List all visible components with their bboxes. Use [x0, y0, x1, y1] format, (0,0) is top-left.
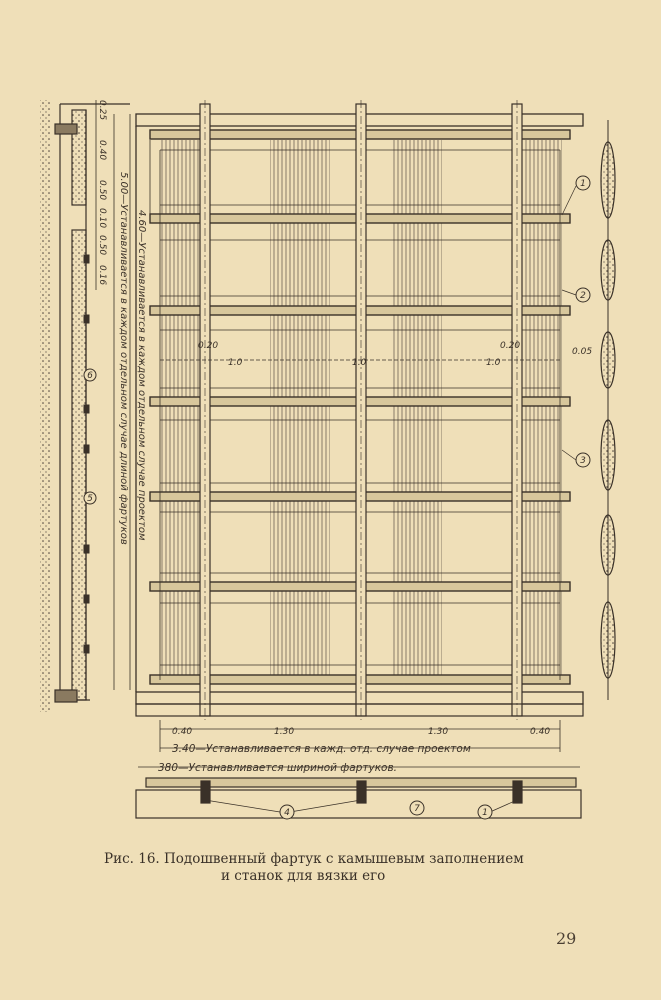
- callout-4: 4: [284, 808, 290, 818]
- callout-1b: 1: [482, 808, 488, 818]
- figure-caption: [104, 851, 564, 885]
- dim-bot-040-right: 0.40: [530, 727, 551, 737]
- dim-bot-130-b: 1.30: [428, 727, 449, 737]
- left-dim-labels: [97, 100, 107, 285]
- horizontal-notes: [158, 743, 471, 774]
- note-340: 3.40—Устанавливается в кажд. отд. случае проектом: [172, 743, 471, 755]
- dim-050b: 0.50: [97, 235, 107, 256]
- callout-5: 5: [87, 494, 93, 504]
- dim-050: 0.50: [97, 180, 107, 201]
- dim-016: 0.16: [97, 265, 107, 286]
- dim-005: 0.05: [572, 347, 593, 357]
- callout-3: 3: [580, 456, 586, 466]
- dim-1-0-a: 1.0: [228, 358, 243, 368]
- page-number: 29: [556, 929, 577, 948]
- dim-bot-040-left: 0.40: [172, 727, 193, 737]
- callout-6: 6: [87, 371, 93, 381]
- callout-7: 7: [414, 804, 420, 814]
- ground-strip: [40, 100, 50, 712]
- callout-2: 2: [580, 291, 586, 301]
- dim-bot-130-a: 1.30: [274, 727, 295, 737]
- dim-1-0-c: 1.0: [486, 358, 501, 368]
- caption-line-2: и станок для вязки его: [221, 868, 386, 884]
- note-380: 380—Устанавливается шириной фартуков.: [158, 762, 397, 774]
- note-500: 5.00—Устанавливается в каждом отдельном случае длиной фартуков: [118, 172, 129, 545]
- dim-020-right: 0.20: [500, 341, 521, 351]
- note-460: 4.60—Устанавливается в каждом отдельном случае проектом: [136, 210, 147, 541]
- bundle-chain: [601, 120, 615, 700]
- dim-025: 0.25: [97, 100, 107, 121]
- vertical-notes: [118, 172, 147, 545]
- callout-1: 1: [580, 179, 586, 189]
- dim-010: 0.10: [97, 208, 107, 229]
- bottom-dim-labels: [172, 727, 550, 737]
- loom-base: [136, 704, 583, 818]
- dim-1-0-b: 1.0: [352, 358, 367, 368]
- caption-line-1: Рис. 16. Подошвенный фартук с камышевым заполнением: [104, 851, 524, 867]
- dim-020-left: 0.20: [198, 341, 219, 351]
- dim-040: 0.40: [97, 140, 107, 161]
